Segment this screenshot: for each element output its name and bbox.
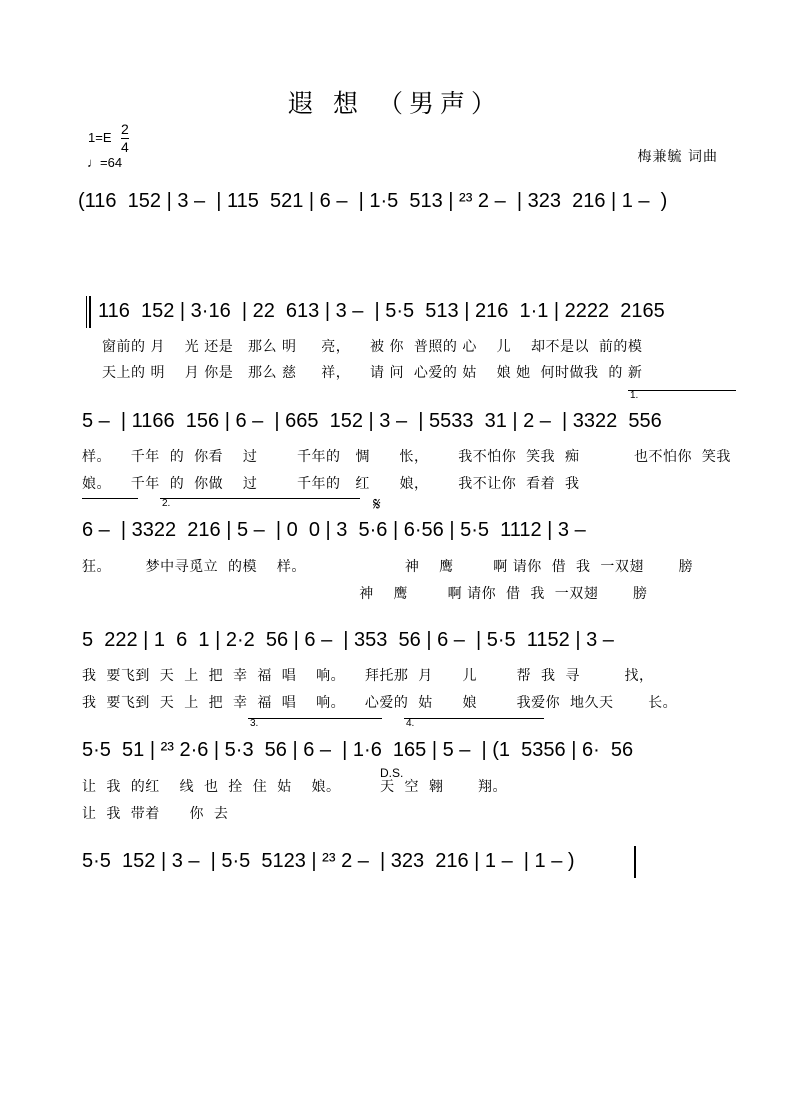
volta-3	[248, 718, 382, 730]
volta-4	[404, 718, 544, 730]
notation-line: 5·5 152 | 3 – | 5·5 5123 | ²³ 2 – | 323 216 | 1 – | 1 – )	[82, 850, 575, 872]
tempo-mark: ♩=64	[87, 155, 123, 170]
lyric-line-4: 娘。 千年 的 你做 过 千年的 红 娘， 我不让你 看着 我	[82, 476, 580, 492]
notation-line: 5·5 51 | ²³ 2·6 | 5·3 56 | 6 – | 1·6 165 | 5 – | (1 5356 | 6· 56	[82, 739, 634, 761]
volta-4-label: 4.	[406, 718, 415, 729]
lyric-line-7: 我 要飞到 天 上 把 幸 福 唱 响。 拜托那 月 儿 帮 我 寻 找，	[82, 668, 654, 684]
notation-line: 5 – | 1166 156 | 6 – | 665 152 | 3 – | 5533 31 | 2 – | 3322 556	[82, 410, 662, 432]
volta-2-label: 2.	[162, 498, 171, 509]
notation-line: 6 – | 3322 216 | 5 – | 0 0 | 3 5·6 | 6·56 | 5·5 1112 | 3 –	[82, 519, 586, 541]
staff-system-4	[78, 515, 740, 559]
lyric-line-8: 我 要飞到 天 上 把 幸 福 唱 响。 心爱的 姑 娘 我爱你 地久天 长。	[82, 695, 678, 711]
song-title: 遐 想 （男声）	[288, 89, 502, 118]
notation-line: 5 222 | 1 6 1 | 2·2 56 | 6 – | 353 56 | 6 – | 5·5 1152 | 3 –	[82, 629, 614, 651]
lyric-line-1: 窗前的 月 光 还是 那么 明 亮， 被 你 普照的 心 儿 却不是以 前的模	[102, 339, 643, 355]
lyric-line-5: 狂。 梦中寻觅立 的模 样。 神 鹰 啊 请你 借 我 一双翅 膀	[82, 559, 694, 575]
volta-1	[628, 390, 736, 402]
staff-system-2	[78, 296, 740, 340]
volta-3-label: 3.	[250, 718, 259, 729]
repeat-start-barline	[86, 296, 87, 328]
lyric-line-9: 让 我 的红 线 也 拴 住 姑 娘。 天 空 翱 翔。	[82, 779, 508, 795]
volta-1-label: 1.	[630, 390, 639, 401]
time-signature	[121, 121, 129, 156]
key-signature: 1=E	[88, 130, 112, 145]
segno-icon: 𝄋	[373, 494, 381, 515]
staff-system-5	[78, 625, 740, 669]
dal-segno-mark: D.S.	[380, 766, 404, 780]
meter-top: 2	[121, 121, 129, 137]
staff-system-7	[78, 846, 740, 890]
meter-bottom: 4	[121, 139, 129, 155]
repeat-start-thick	[89, 296, 91, 328]
notation-line: (116 152 | 3 – | 115 521 | 6 – | 1·5 513 | ²³ 2 – | 323 216 | 1 – )	[78, 190, 668, 212]
volta-1-end	[82, 498, 138, 499]
lyric-line-10: 让 我 带着 你 去	[82, 806, 229, 822]
staff-system-3	[78, 406, 740, 450]
lyric-line-2: 天上的 明 月 你是 那么 慈 祥， 请 问 心爱的 姑 娘 她 何时做我 的 新	[102, 365, 643, 381]
volta-2	[160, 498, 360, 510]
composer-credit: 梅兼毓 词曲	[637, 149, 718, 165]
lyric-line-6: 神 鹰 啊 请你 借 我 一双翅 膀	[82, 586, 648, 602]
final-barline	[634, 846, 636, 878]
staff-system-6	[78, 735, 740, 779]
staff-system-1	[78, 186, 740, 230]
notation-line: 116 152 | 3·16 | 22 613 | 3 – | 5·5 513 | 216 1·1 | 2222 2165	[98, 300, 665, 322]
lyric-line-3: 样。 千年 的 你看 过 千年的 惆 怅， 我不怕你 笑我 痴 也不怕你 笑我	[82, 449, 731, 465]
